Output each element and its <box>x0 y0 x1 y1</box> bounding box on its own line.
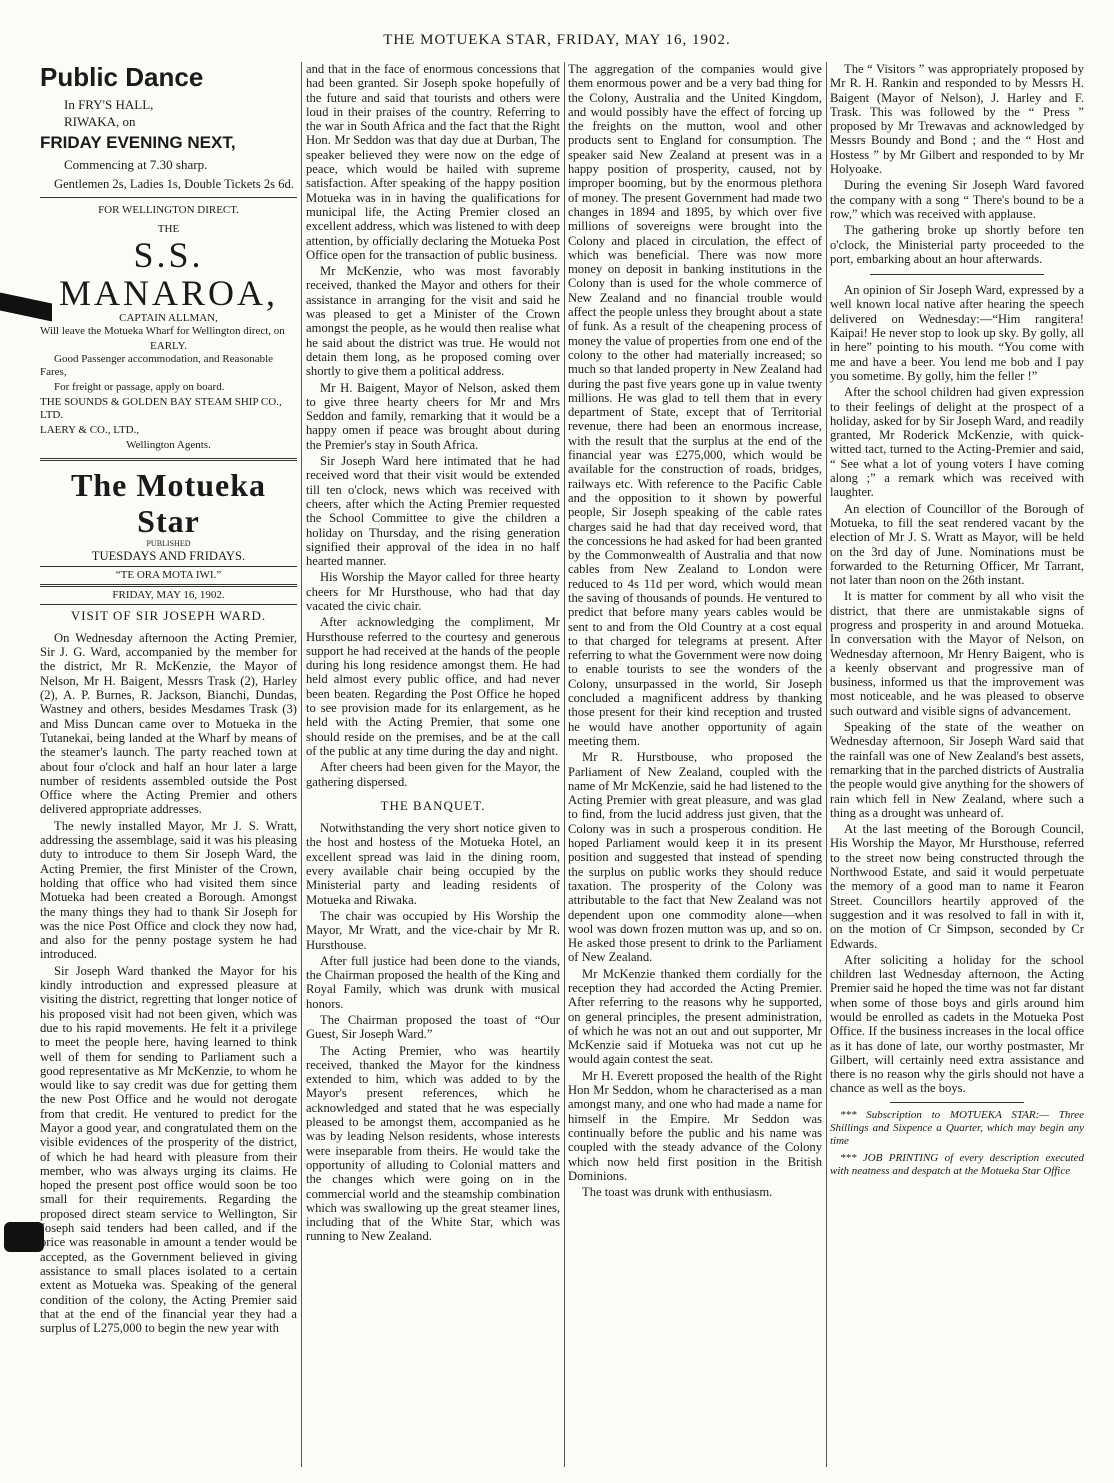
paragraph: The “ Visitors ” was appropriately proposed by Mr R. H. Rankin and responded to by Messrs H. Baigent (Mayor of Nelson), J. Harley and F. Trask. This was followed by the “ Press ” proposed by Mr Trewavas and acknowledged by Messrs Boundy and Bond ; and the “ Host and Hostess ” by Mr Gilbert and responded to by Mr Holyoake. <box>830 62 1084 177</box>
page-header: THE MOTUEKA STAR, FRIDAY, MAY 16, 1902. <box>383 32 731 48</box>
paragraph: An election of Councillor of the Borough of Motueka, to fill the seat rendered vacant by the election of Mr J. S. Wratt as Mayor, will be held on the 3rd day of June. Nominations must be forwarded to the Returning Officer, Mr Tarrant, not later than noon on the 26th instant. <box>830 501 1084 588</box>
ink-blot <box>4 1222 44 1252</box>
dance-venue: In FRY'S HALL, <box>64 97 154 112</box>
paragraph: After acknowledging the compliment, Mr Hursthouse referred to the courtesy and generous support he had received at the hands of the people during his long residence amongst them. He had held almost every public office, and had never been beaten. Regarding the Post Office he hoped to see provision made for its enlargement, as he held with the Acting Premier, that some one should reside on the premises, and be at the call of the public at any time during the day and night. <box>306 615 560 758</box>
paragraph: After full justice had been done to the viands, the Chairman proposed the health of the King and Royal Family, which was drunk with musical honors. <box>306 953 560 1011</box>
masthead-days: TUESDAYS AND FRIDAYS. <box>91 549 246 564</box>
paragraph: The Acting Premier, who was heartily received, thanked the Mayor for the kindness extended to him, which was added to by the Mayor's present references, which he acknowledged and stated that he was especially pleased to be amongst them, accompanied as he was by leading Nelson residents, whose interests were inseparable from theirs. He would take the opportunity of alluding to Colonial matters and the changes which were going on in the commercial world and the steamship combination which was swallowing up the great steamer lines, including that of the White Star, which was running to New Zealand. <box>306 1043 560 1244</box>
column-3 <box>568 62 822 1472</box>
paragraph: An opinion of Sir Joseph Ward, expressed by a well known local native after hearing the speech delivered on Wednesday:—“Him rangitera! Kaipai! He never stop to look up sky. By golly, all in here” pointing to his mouth. “You come with me and have a beer. You lend me bob and I pay you sometime. By golly, him the feller !” <box>830 283 1084 383</box>
ship-the: THE <box>157 223 180 236</box>
ship-line: Will leave the Motueka Wharf for Wellington direct, on <box>40 325 285 338</box>
article-title: VISIT OF SIR JOSEPH WARD. <box>70 607 267 623</box>
masthead-published: PUBLISHED <box>146 539 191 549</box>
column-4 <box>830 62 1084 1472</box>
dance-place: RIWAKA, on <box>64 114 136 129</box>
paragraph: The toast was drunk with enthusiasm. <box>582 1185 773 1200</box>
ship-name: S.S. MANAROA, <box>58 235 278 314</box>
job-printing-notice: *** JOB PRINTING of every description executed with neatness and despatch at the Motueka Star Office <box>830 1151 1084 1177</box>
dance-title: Public Dance <box>40 62 204 92</box>
paragraph: During the evening Sir Joseph Ward favored the company with a song “ There's bound to be a row,” which was received with applause. <box>830 178 1084 221</box>
dance-prices: Gentlemen 2s, Ladies 1s, Double Tickets 2s 6d. <box>54 177 294 191</box>
divider <box>870 274 1044 275</box>
paragraph: Mr McKenzie thanked them cordially for the reception they had accorded the Acting Premier. After referring to the reasons why he supported, on general principles, the present administration, of which he was not an out and out supporter, Mr McKenzie said if Motueka was not cut up he would again contest the seat. <box>568 966 822 1067</box>
ship-line: For freight or passage, apply on board. <box>54 381 225 394</box>
column-2 <box>306 62 560 1472</box>
paragraph: and that in the face of enormous concessions that had been granted. Sir Joseph spoke hopefully of the future and said that tourists and others were loud in their praises of the country. Referring to the war in South Africa and the fact that the Right Hon. Mr Seddon was that day due at Durban, The speaker believed they were now on the edge of peace, which would be hailed with supreme satisfaction. After speaking of the happy position Motueka was in in having the qualifications for municipal life, the Acting Premier closed an excellent address, which was listened to with deep attention, by officially declaring the Motueka Post Office open for the transaction of public business. <box>306 62 560 262</box>
paragraph: At the last meeting of the Borough Council, His Worship the Mayor, Mr Hursthouse, referred to the street now being constructed through the Northwood Estate, and said it would perpetuate the memory of a good man to name it Fearon Street. Councillors heartily approved of the suggestion and it was resolved to fall in with it, on the motion of Cr Simpson, seconded by Cr Edwards. <box>830 822 1084 951</box>
paragraph: It is matter for comment by all who visit the district, that there are unmistakable signs of progress and prosperity in and around Motueka. In conversation with the Mayor of Nelson, on Wednesday afternoon, Mr Henry Baigent, who is a keenly observant and progressive man of business, informed us that the improvement was most noticeable, and he was pleased to observe such outward and visible signs of advancement. <box>830 589 1084 718</box>
divider <box>40 604 297 605</box>
paragraph: Sir Joseph Ward thanked the Mayor for his kindly introduction and expressed pleasure at visiting the district, regretting that longer notice of his proposed visit had not been given, which was due to his rapid movements. He felt it a privilege to meet the people here, having learned to think well of them for sending to Parliament such a good representative as Mr McKenzie, to whom he would like to say credit was due for getting them the new Post Office and he would not derogate from that credit. He ventured to predict for the Mayor a good year, and congratulated them on the visible evidences of the prosperity of the district, of which he had heard with pleasure from their member, who was always urging its claims. He hoped the present post office would soon be too small for their requirements. Regarding the proposed direct steam service to Wellington, Sir Joseph said tenders had been called, and if the price was reasonable in amount a tender would be accepted, as the Government believed in giving assistance to small places isolated to a certain extent as Motueka was. Speaking of the general condition of the colony, the Acting Premier said that at the end of the financial year they had a surplus of L275,000 to begin the new year with <box>40 963 297 1336</box>
dance-when: FRIDAY EVENING NEXT, <box>40 133 236 152</box>
paragraph: Mr H. Everett proposed the health of the Right Hon Mr Seddon, whom he characterised as a man amongst many, and one who had made a name for himself in the Empire. Mr Seddon was continually before the public and his name was coupled with the steady advance of the Colony which now held first position in the British Dominions. <box>568 1068 822 1183</box>
paragraph: Notwithstanding the very short notice given to the host and hostess of the Motueka Hotel, an excellent spread was laid in the dining room, every available chair being occupied by the Ministerial party and leading residents of Motueka and Riwaka. <box>306 821 560 907</box>
ship-captain: CAPTAIN ALLMAN, <box>119 312 218 325</box>
ship-advert <box>40 204 297 452</box>
divider <box>890 1102 1024 1103</box>
paragraph: After soliciting a holiday for the school children last Wednesday afternoon, the Acting Premier said he hoped the time was not far distant when some of those boys and girls around him would be enrolled as cadets in the Motueka Post Office. If the business increases in the local office as it has done of late, our worthy postmaster, Mr Gilbert, will certainly need extra assistance and there is no reason why the girls should not have a chance as well as the boys. <box>830 952 1084 1096</box>
paragraph: Sir Joseph Ward here intimated that he had received word that their visit would be extended till ten o'clock, news which was received with cheers, after which the Acting Premier requested the School Committee to give the children a holiday on Thursday, and the rising generation signified their approval of the idea in no half hearted manner. <box>306 454 560 569</box>
masthead-motto: “TE ORA MOTA IWI.” <box>115 568 222 581</box>
divider <box>40 197 297 198</box>
paragraph: The newly installed Mayor, Mr J. S. Wratt, addressing the assemblage, said it was his pleasing duty to introduce to them Sir Joseph Ward, the Acting Premier, the first Minister of the Crown, holding that office who had visited them since Motueka had been created a Borough. Amongst the many things they had to thank Sir Joseph for was the nice Post Office and clock they now had, and also for the penny postage system he had introduced. <box>40 818 297 962</box>
paragraph: The gathering broke up shortly before ten o'clock, the Ministerial party proceeded to the port, embarking about an hour afterwards. <box>830 223 1084 266</box>
paragraph: Mr McKenzie, who was most favorably received, thanked the Mayor and others for their assistance in arranging for the visit and said he was pleased to get a Minister of the Crown amongst the people, as he would then realise what he said about the district was true. He would not detain them long, as he proposed coming over shortly to give them a political address. <box>306 264 560 379</box>
paragraph: Mr R. Hurstbouse, who proposed the Parliament of New Zealand, coupled with the name of Mr McKenzie, said he had listened to the Acting Premier with great pleasure, and was glad to find, from the lucid address just given, that the Colony was in such a prosperous condition. He hoped Parliament would keep it in its present position and suggested that instead of spending the surplus on public works they should reduce taxation. The prosperity of the Colony was attributable to the fact that New Zealand was not dependent upon one commodity alone—when wool was down frozen mutton was up, and so on. He asked those present to drink to the Parliament of New Zealand. <box>568 750 822 965</box>
paragraph: After cheers had been given for the Mayor, the gathering dispersed. <box>306 760 560 789</box>
column-rule <box>564 62 565 1467</box>
column-1 <box>40 62 297 1472</box>
paragraph: His Worship the Mayor called for three hearty cheers for Mr Hursthouse, who had that day vacated the civic chair. <box>306 570 560 613</box>
divider <box>40 458 297 461</box>
paragraph: On Wednesday afternoon the Acting Premier, Sir J. G. Ward, accompanied by the member for the district, Mr R. McKenzie, the Mayor of Nelson, Mr H. Baigent, Messrs Trask (2), Harley (2), A. P. Burnes, R. Jackson, Bianchi, Dundas, Wastney and others, besides Mesdames Trask (3) and Miss Duncan came over to Motueka in the Tutanekai, being landed at the Wharf by means of the steamer's launch. The party reached town at about four o'clock and half an hour later a large number of residents assembled outside the Post Office where the Acting Premier and others delivered appropriate addresses. <box>40 630 297 817</box>
paragraph: Mr H. Baigent, Mayor of Nelson, asked them to give three hearty cheers for Mr and Mrs Seddon and family, remarking that it would be a happy omen if peace was brought about during the Premier's stay in South Africa. <box>306 380 560 452</box>
divider <box>40 584 297 587</box>
subscription-notice: *** Subscription to MOTUEKA STAR:— Three Shillings and Sixpence a Quarter, which may begin any time <box>830 1108 1084 1147</box>
column-rule <box>826 62 827 1467</box>
ship-agents: Wellington Agents. <box>126 439 211 452</box>
masthead-date: FRIDAY, MAY 16, 1902. <box>112 588 225 601</box>
divider <box>40 566 297 567</box>
dance-start: Commencing at 7.30 sharp. <box>64 157 208 172</box>
ship-line: THE SOUNDS & GOLDEN BAY STEAM SHIP CO., LTD. <box>40 396 282 422</box>
paragraph: Speaking of the state of the weather on Wednesday afternoon, Sir Joseph Ward said that the rainfall was one of New Zealand's best assets, remarking that in the parched districts of Australia the people would give anything for the showers of rain which fell in New Zealand, where such a thing as a drought was unheard of. <box>830 720 1084 820</box>
paragraph: The aggregation of the companies would give them enormous power and be a very bad thing for the Colony, Australia and the United Kingdom, and would possibly have the effect of forcing up the freights on the mutton, wool and other products sent to England for consumption. The speaker said New Zealand at present was in a happy position of prosperity, caused, not by improper booming, but by the enormous plethora of money. The present Government had made two changes in 1894 and 1895, by which over five millions of sovereigns were brought into the Colony and placed in circulation, the effect of which was beneficial. There was now more money on deposit in banking institutions in the Colony than is used for the whole commerce of New Zealand and no financial trouble would affect the people unless they brought about a state of funk. As a result of the cheapening process of money the value of properties from one end of the colony to the other had materially increased; so much so that landed property in New Zealand had during the past five years gone up in value twenty millions. He was glad to tell them that in every department of State, except that of Territorial revenue, there had been an enormous increase, with the result that the surplus at the end of the financial year was £275,000, which would be available for the construction of roads, bridges, railways etc. With reference to the Pacific Cable and the opposition to it shown by powerful people, Sir Joseph speaking of the cable rates charges said he had that day received word, that the concessions he had asked for had been granted by the Commonwealth of Australia and that now cables from New Zealand to London were reduced to 4s 11d per word, which would mean the saving of thousands of pounds. He ventured to predict that before many years cables would be sent to and from the Old Country at a cost equal to that charged for telegrams at present. After referring to what the Government were now doing to enable tourists to see the wonders of the Colony, unsurpassed in the world, Sir Joseph concluded a magnificent address by thanking those present for their kind reception and trusted he would have another opportunity of again meeting them. <box>568 62 822 748</box>
ship-route: FOR WELLINGTON DIRECT. <box>98 204 239 217</box>
masthead-title: The Motueka Star <box>71 467 266 540</box>
ship-line: Good Passenger accommodation, and Reasonable Fares, <box>40 353 274 379</box>
paragraph: The chair was occupied by His Worship the Mayor, Mr Wratt, and the vice-chair by Mr R. Hursthouse. <box>306 908 560 952</box>
banquet-title: THE BANQUET. <box>380 797 486 813</box>
ship-line: LAERY & CO., LTD., <box>40 424 140 437</box>
dance-advert <box>40 62 297 191</box>
column-rule <box>301 62 302 1467</box>
paragraph: The Chairman proposed the toast of “Our Guest, Sir Joseph Ward.” <box>306 1013 560 1042</box>
paragraph: After the school children had given expression to their feelings of delight at the prospect of a holiday, asked for by Sir Joseph Ward, and readily granted, Mr Roderick McKenzie, with quick-witted tact, turned to the Acting-Premier and said, “ See what a lot of young voters I have coming along ;” a remark which was received with laughter. <box>830 385 1084 500</box>
ship-early: EARLY. <box>150 340 187 353</box>
